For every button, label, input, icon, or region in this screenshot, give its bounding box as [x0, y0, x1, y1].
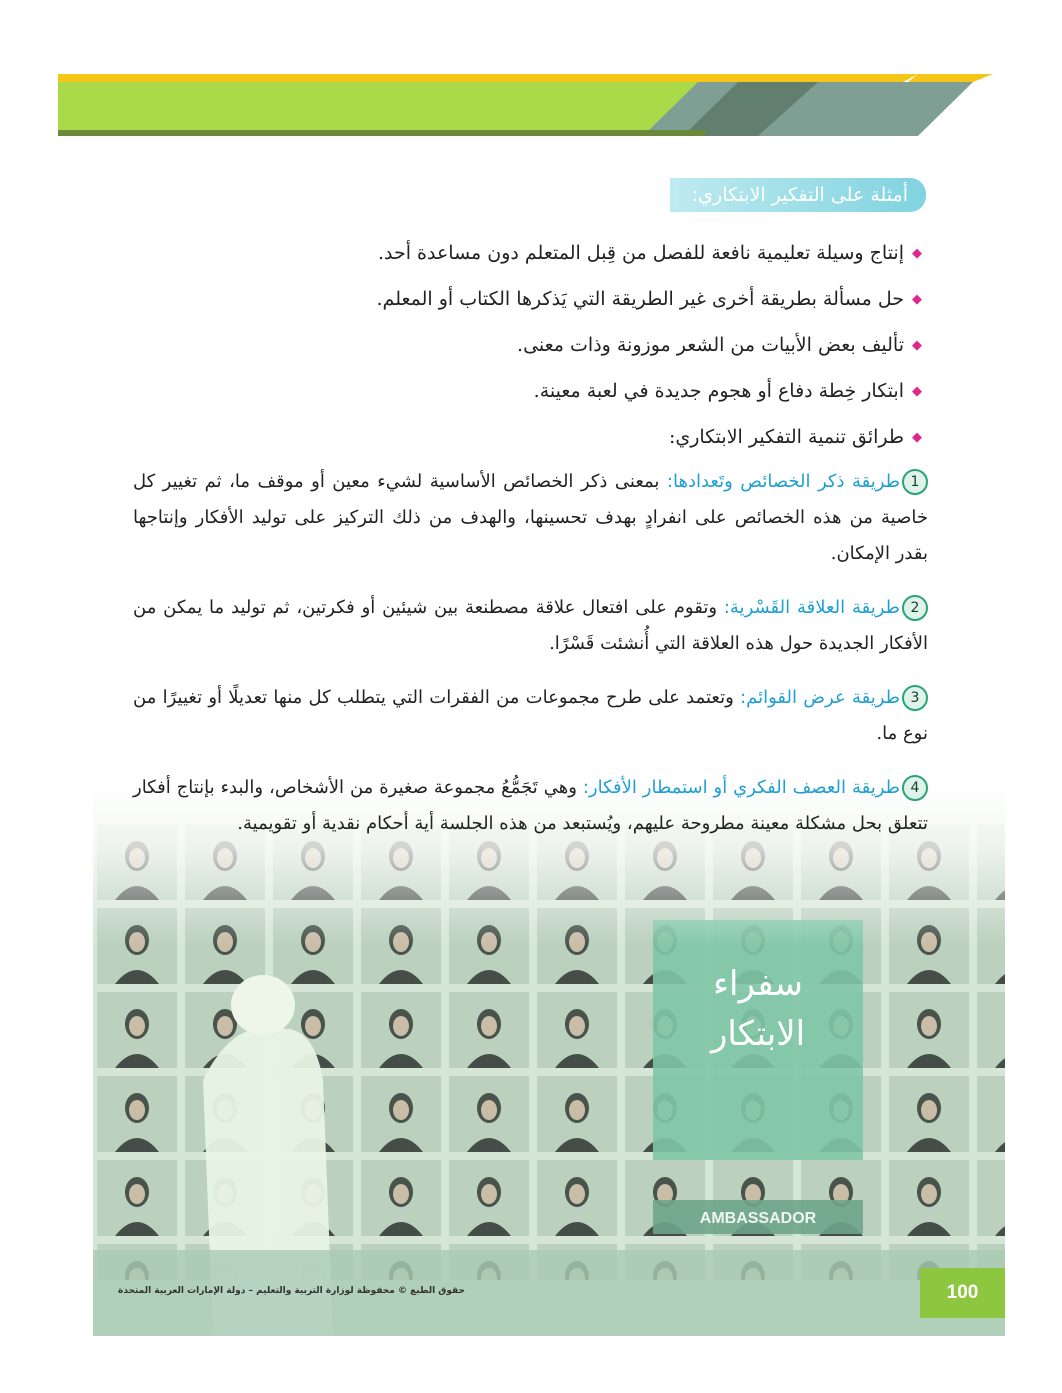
diamond-bullet-icon: ◆ — [912, 292, 922, 307]
methods-list — [133, 446, 928, 850]
list-item: ◆إنتاج وسيلة تعليمية نافعة للفصل من قِبل المتعلم دون مساعدة أحد. — [202, 230, 922, 276]
diamond-bullet-icon: ◆ — [912, 384, 922, 399]
method-title: طريقة عرض القوائم: — [740, 687, 900, 708]
diamond-bullet-icon: ◆ — [912, 246, 922, 261]
list-item: ◆ابتكار خِطة دفاع أو هجوم جديدة في لعبة معينة. — [202, 368, 922, 414]
number-badge: 3 — [902, 685, 928, 711]
number-badge: 1 — [902, 469, 928, 495]
list-item: 1طريقة ذكر الخصائص وتَعدادها: بمعنى ذكر الخصائص الأساسية لشيء معين أو موقف ما، ثم تغيير كل خاصية من هذه الخصائص على انفرادٍ بهدف تحسينها، والهدف من ذلك التركيز على توليد الأفكار وإنتاجها بقدر الإمكان. — [133, 471, 928, 564]
list-item: 2طريقة العلاقة القَسْرية: وتقوم على افتعال علاقة مصطنعة بين شيئين أو فكرتين، ثم توليد ما يمكن من الأفكار الجديدة حول هذه العلاقة التي أُنشئت قَسْرًا. — [133, 597, 928, 654]
list-item: ◆حل مسألة بطريقة أخرى غير الطريقة التي يَذكرها الكتاب أو المعلم. — [202, 276, 922, 322]
method-title: طريقة ذكر الخصائص وتَعدادها: — [666, 471, 901, 492]
copyright-footer: حقوق الطبع © محفوظة لوزارة التربية والتعليم – دولة الإمارات العربية المتحدة — [118, 1286, 465, 1296]
page-number: 100 — [920, 1268, 1005, 1318]
diamond-bullet-icon: ◆ — [912, 338, 922, 353]
method-title: طريقة العلاقة القَسْرية: — [723, 597, 900, 618]
background-photo — [93, 780, 1005, 1336]
method-title: طريقة العصف الفكري أو استمطار الأفكار: — [582, 777, 900, 798]
section-heading: أمثلة على التفكير الابتكاري: — [670, 178, 926, 212]
examples-list — [202, 230, 922, 460]
number-badge: 2 — [902, 595, 928, 621]
header-banner — [58, 74, 993, 136]
ambassadors-photo — [93, 780, 1005, 1336]
list-item: 3طريقة عرض القوائم: وتعتمد على طرح مجموعات من الفقرات التي يتطلب كل منها تعديلًا أو تغييرًا من نوع ما. — [133, 687, 928, 744]
number-badge: 4 — [902, 775, 928, 801]
list-item: 4طريقة العصف الفكري أو استمطار الأفكار: وهي تَجَمُّعُ مجموعة صغيرة من الأشخاص، والبدء بإنتاج أفكار تتعلق بحل مشكلة معينة مطروحة عليهم، ويُستبعد من هذه الجلسة أية أحكام نقدية أو تقويمية. — [133, 777, 928, 834]
list-item: ◆تأليف بعض الأبيات من الشعر موزونة وذات معنى. — [202, 322, 922, 368]
diamond-bullet-icon: ◆ — [912, 430, 922, 445]
list-item: ◆طرائق تنمية التفكير الابتكاري: — [202, 414, 922, 460]
